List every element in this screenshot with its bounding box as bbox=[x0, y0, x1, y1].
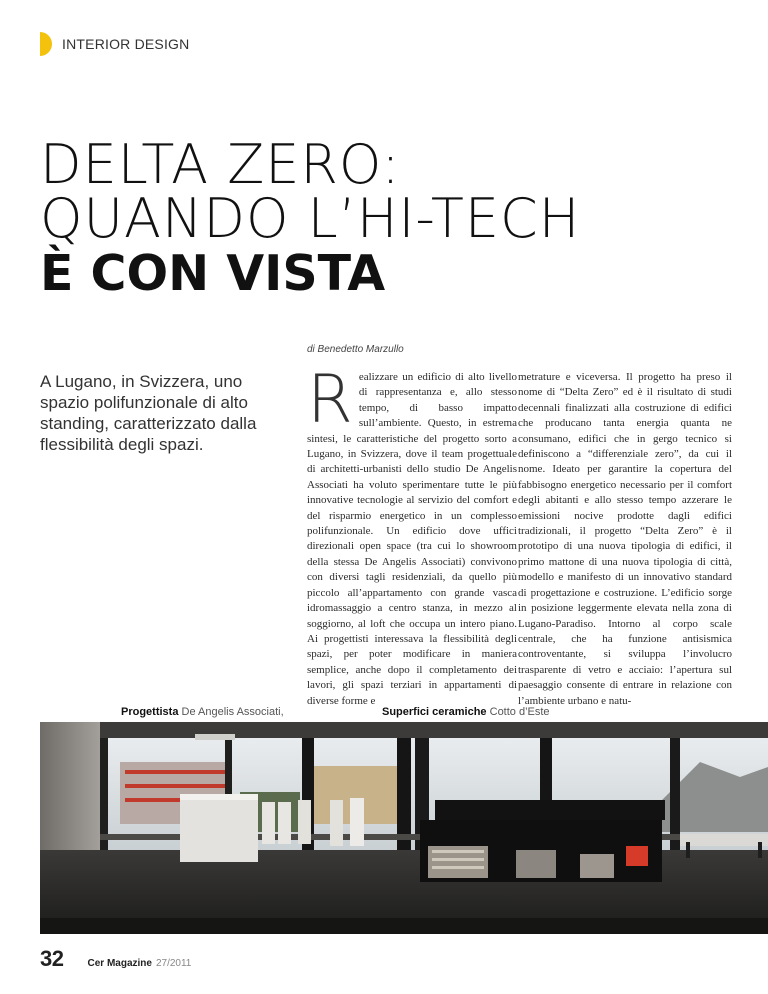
headline-line-3: È CON VISTA bbox=[40, 245, 386, 302]
body-column-2 bbox=[518, 370, 732, 709]
article-headline bbox=[40, 133, 740, 302]
section-tag bbox=[40, 32, 189, 56]
byline: di Benedetto Marzullo bbox=[307, 344, 404, 355]
headline-line-2: QUANDO L’HI-TECH bbox=[40, 187, 581, 250]
credit-designer-value: De Angelis Associati, bbox=[181, 706, 284, 718]
magazine-issue: 27/2011 bbox=[155, 958, 192, 969]
body-text-1: ealizzare un edificio di alto livello di rappresentanza e, allo stesso tempo, di basso impatto sull’ambiente. Questo, in estrema sintesi, le caratteristiche del progetto sorto a Lugano, in Svizzera, dove il team progettuale di architetti-urbanisti dello studio De Angelis Associati ha voluto sperimentare tutte le più innovative tecnologie al servizio del comfort e del risparmio energetico in un complesso polifunzionale. Un edificio dove uffici direzionali open space (tra cui lo showroom della stessa De Angelis Associati) convivono con diversi tagli residenziali, da quello più piccolo all’appartamento con grande vasca idromassaggio a centro stanza, in mezzo al soggiorno, al loft che occupa un intero piano. Ai progettisti interessava la flessibilità degli spazi, per poter modificare in maniera semplice, anche dopo il completamento dei lavori, gli spazi terziari in appartamenti di diverse forme e bbox=[307, 371, 517, 707]
magazine-name: Cer Magazine bbox=[87, 958, 152, 969]
body-text-2: metrature e viceversa. Il progetto ha preso il nome di “Delta Zero” ed è il risultato di studi decennali finalizzati alla costruzione di edifici che producano tanta energia quanta ne consumano, edifici che in gergo tecnico si definiscono a “differenziale zero”, da cui il nome. Ideato per garantire la copertura del fabbisogno energetico necessario per il comfort degli abitanti e allo stesso tempo azzerare le emissioni nocive prodotte dagli edifici tradizionali, il progetto “Delta Zero” è il prototipo di una nuova tipologia di edifici, il primo mattone di una nuova tipologia di città, modello e manifesto di un innovativo standard di progettazione e costruzione. L’edificio sorge in posizione leggermente elevata nella zona di Lugano-Paradiso. Intorno al corpo scale centrale, che ha funzione antisismica controventante, si sviluppa l’involucro trasparente di vetro e acciaio: l’apertura sul paesaggio consente di entrare in relazione con l’ambiente urbano e natu- bbox=[518, 371, 732, 707]
headline-line-1: DELTA ZERO: bbox=[40, 133, 401, 196]
page-folio bbox=[40, 946, 191, 972]
section-label: INTERIOR DESIGN bbox=[62, 36, 190, 52]
drop-cap: R bbox=[307, 361, 353, 438]
page-number: 32 bbox=[40, 946, 64, 971]
credit-ceramics-value: Cotto d’Este bbox=[489, 706, 550, 718]
body-column-1 bbox=[307, 361, 517, 709]
credit-designer-label: Progettista bbox=[121, 706, 179, 718]
section-marker bbox=[40, 32, 52, 56]
interior-panorama-photo bbox=[40, 722, 768, 934]
credit-ceramics-label: Superfici ceramiche bbox=[382, 706, 487, 718]
credit-ceramics bbox=[382, 706, 550, 718]
standfirst: A Lugano, in Svizzera, uno spazio polifunzionale di alto standing, caratterizzato dalla flessibilità degli spazi. bbox=[40, 372, 257, 454]
credit-designer bbox=[121, 706, 284, 718]
